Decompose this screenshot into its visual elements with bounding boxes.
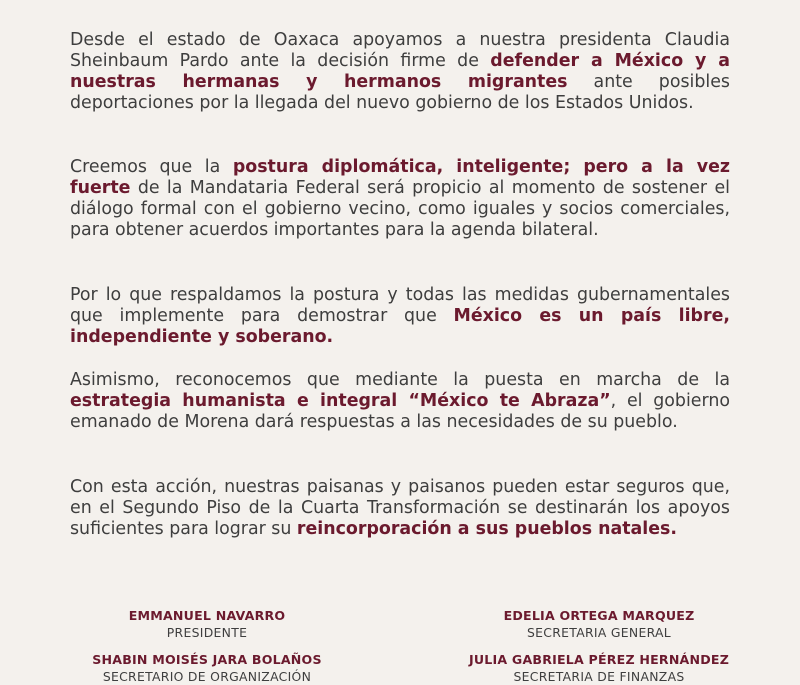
text-segment: , el gobierno emanado de Morena dará respuestas a las necesidades de su pueblo. <box>70 391 730 432</box>
text-segment: Por lo que respaldamos la postura y todas las medidas gubernamentales que implemente para demostrar que <box>70 285 730 326</box>
paragraph-backing-measures <box>70 285 730 348</box>
text-segment: Con esta acción, nuestras paisanas y paisanos pueden estar seguros que, en el Segundo Piso de la Cuarta Transformación se destinarán los apoyos suficientes para lograr su <box>70 477 730 539</box>
paragraph-humanist-strategy <box>70 370 730 433</box>
bold-segment: defender a México y a nuestras hermanas y hermanos migrantes <box>70 51 730 92</box>
bold-segment: postura diplomática, inteligente; pero a la vez fuerte <box>70 157 730 198</box>
signature-block-finance <box>419 652 779 685</box>
signer-role: SECRETARIA DE FINANZAS <box>513 669 685 684</box>
signer-role: SECRETARIA GENERAL <box>527 625 671 640</box>
signature-block-organization <box>27 652 387 685</box>
text-segment: ante posibles deportaciones por la llegada del nuevo gobierno de los Estados Unidos. <box>70 72 730 113</box>
text-segment: Creemos que la <box>70 157 233 177</box>
bold-segment: México es un país libre, independiente y soberano. <box>70 306 730 347</box>
signature-block-secretary-general <box>419 608 779 641</box>
signer-name: SHABIN MOISÉS JARA BOLAÑOS <box>92 652 322 667</box>
signer-name: JULIA GABRIELA PÉREZ HERNÁNDEZ <box>468 652 730 667</box>
paragraph-support-president <box>70 30 730 114</box>
paragraph-reincorporation <box>70 477 730 540</box>
paragraph-diplomatic-posture <box>70 157 730 241</box>
signer-role: SECRETARIO DE ORGANIZACIÓN <box>102 669 312 684</box>
signer-name: EDELIA ORTEGA MARQUEZ <box>503 608 695 623</box>
bold-segment: estrategia humanista e integral “México te Abraza” <box>70 391 611 411</box>
signer-role: PRESIDENTE <box>166 625 248 640</box>
signer-name: EMMANUEL NAVARRO <box>128 608 286 623</box>
text-segment: Asimismo, reconocemos que mediante la puesta en marcha de la <box>70 370 730 390</box>
text-segment: de la Mandataria Federal será propicio al momento de sostener el diálogo formal con el gobierno vecino, como iguales y socios comerciales, para obtener acuerdos importantes para la agenda bilateral. <box>70 178 730 240</box>
bold-segment: reincorporación a sus pueblos natales. <box>296 519 678 539</box>
text-segment: Desde el estado de Oaxaca apoyamos a nuestra presidenta Claudia Sheinbaum Pardo ante la decisión firme de <box>70 30 730 71</box>
signature-block-president <box>27 608 387 641</box>
